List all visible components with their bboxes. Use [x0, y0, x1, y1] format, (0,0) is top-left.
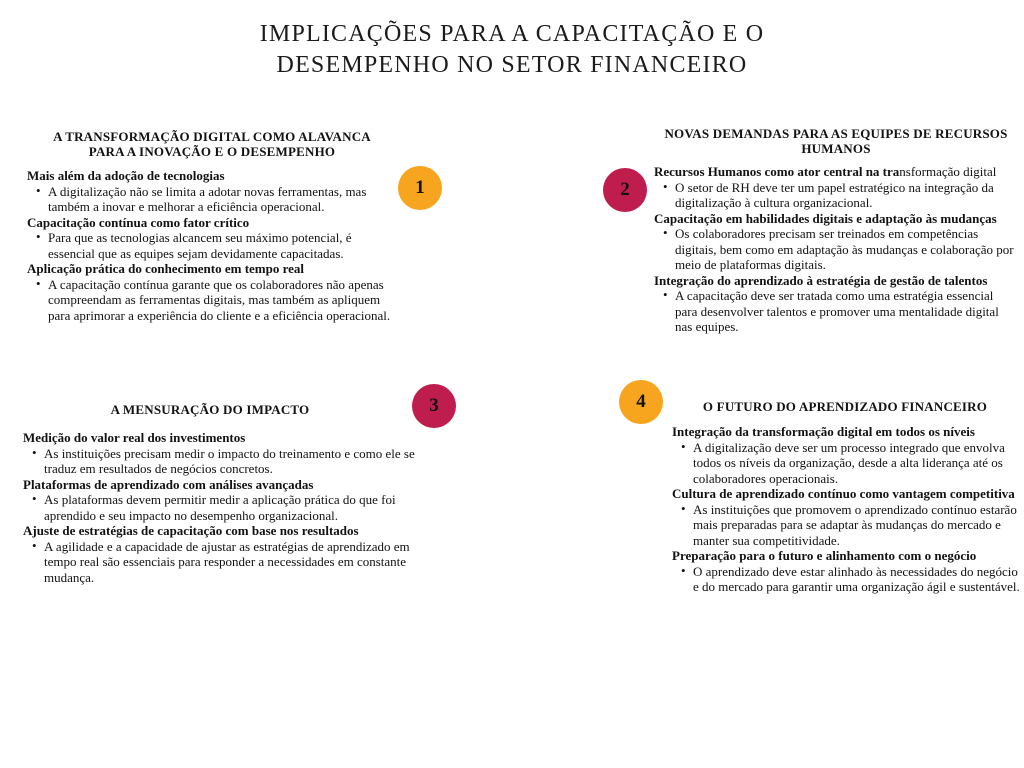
section-1-number-badge: 1 [398, 166, 442, 210]
topic-heading: Cultura de aprendizado contínuo como vantagem competitiva [672, 486, 1015, 501]
topic-heading: Medição do valor real dos investimentos [23, 430, 246, 445]
topic-item [27, 215, 395, 262]
topic-item [672, 548, 1022, 595]
topic-heading: Ajuste de estratégias de capacitação com base nos resultados [23, 523, 359, 538]
topic-heading: Capacitação contínua como fator crítico [27, 214, 250, 230]
topic-item [654, 273, 1014, 335]
topic-item [27, 261, 395, 323]
topic-item [27, 168, 395, 215]
section-1-header-line1: A TRANSFORMAÇÃO DIGITAL COMO ALAVANCA [53, 129, 371, 144]
section-3-header [15, 402, 405, 417]
topic-heading: Integração da transformação digital em todos os níveis [672, 424, 975, 439]
section-2-header-line1: NOVAS DEMANDAS PARA AS EQUIPES DE RECURSOS [664, 126, 1008, 141]
topic-heading: Plataformas de aprendizado com análises avançadas [23, 476, 314, 492]
topic-bullet: • O aprendizado deve estar alinhado às necessidades do negócio e do mercado para garantir uma organização ágil e sustentável. [672, 564, 1022, 595]
topic-bullet: • A digitalização não se limita a adotar novas ferramentas, mas também a inovar e melhorar a eficiência operacional. [27, 184, 395, 215]
topic-item [654, 164, 1014, 211]
topic-bullet: • As instituições precisam medir o impacto do treinamento e como ele se traduz em resultados de negócios concretos. [23, 446, 421, 477]
section-2-content [654, 164, 1014, 335]
section-4-header-line1: O FUTURO DO APRENDIZADO FINANCEIRO [702, 399, 988, 414]
section-2-header-line2: HUMANOS [801, 141, 871, 156]
section-4-number-badge: 4 [619, 380, 663, 424]
topic-item [23, 430, 421, 477]
section-4-content [672, 424, 1022, 595]
topic-heading: Preparação para o futuro e alinhamento com o negócio [672, 548, 977, 563]
section-1-content [27, 168, 395, 323]
page-title-line2: DESEMPENHO NO SETOR FINANCEIRO [276, 52, 748, 78]
section-3-number-badge: 3 [412, 384, 456, 428]
topic-heading: Recursos Humanos como ator central na transformação digital [654, 164, 997, 179]
topic-heading: Capacitação em habilidades digitais e adaptação às mudanças [654, 210, 997, 226]
section-1-header-line2: PARA A INOVAÇÃO E O DESEMPENHO [88, 144, 336, 159]
section-4-header [671, 399, 1019, 414]
topic-bullet: • As instituições que promovem o aprendizado contínuo estarão mais preparadas para se adaptar às mudanças do mercado e manter sua competitividade. [672, 502, 1022, 549]
topic-bullet: • A digitalização deve ser um processo integrado que envolva todos os níveis da organização, desde a alta liderança até os colaboradores operacionais. [672, 440, 1022, 487]
topic-heading: Aplicação prática do conhecimento em tempo real [27, 261, 305, 276]
topic-bullet: • As plataformas devem permitir medir a aplicação prática do que foi aprendido e seu impacto no desempenho organizacional. [23, 492, 421, 523]
topic-heading: Mais além da adoção de tecnologias [27, 168, 225, 183]
topic-bullet: • A agilidade e a capacidade de ajustar as estratégias de aprendizado em tempo real são essenciais para responder a necessidades em constante mudança. [23, 539, 421, 586]
topic-bullet: • Os colaboradores precisam ser treinados em competências digitais, bem como em adaptação às mudanças e colaboração por meio de plataformas digitais. [654, 226, 1014, 273]
section-3-header-line1: A MENSURAÇÃO DO IMPACTO [110, 402, 310, 417]
topic-item [672, 486, 1022, 548]
section-1-header [12, 129, 412, 159]
page-title [0, 19, 1024, 81]
topic-bullet: • O setor de RH deve ter um papel estratégico na integração da digitalização à cultura organizacional. [654, 180, 1014, 211]
topic-heading: Integração do aprendizado à estratégia de gestão de talentos [654, 272, 988, 288]
section-2-number-badge: 2 [603, 168, 647, 212]
topic-bullet: • A capacitação contínua garante que os colaboradores não apenas compreendam as ferramentas digitais, mas também as apliquem para aprimorar a experiência do cliente e a eficiência operacional. [27, 277, 395, 324]
section-2-header [650, 126, 1022, 156]
section-3-content [23, 430, 421, 585]
topic-bullet: • Para que as tecnologias alcancem seu máximo potencial, é essencial que as equipes sejam devidamente capacitadas. [27, 230, 395, 261]
topic-item [672, 424, 1022, 486]
page-title-line1: IMPLICAÇÕES PARA A CAPACITAÇÃO E O [259, 21, 765, 47]
topic-item [654, 211, 1014, 273]
topic-item [23, 477, 421, 524]
topic-bullet: • A capacitação deve ser tratada como uma estratégia essencial para desenvolver talentos e promover uma mentalidade digital nas equipes. [654, 288, 1014, 335]
topic-item [23, 523, 421, 585]
